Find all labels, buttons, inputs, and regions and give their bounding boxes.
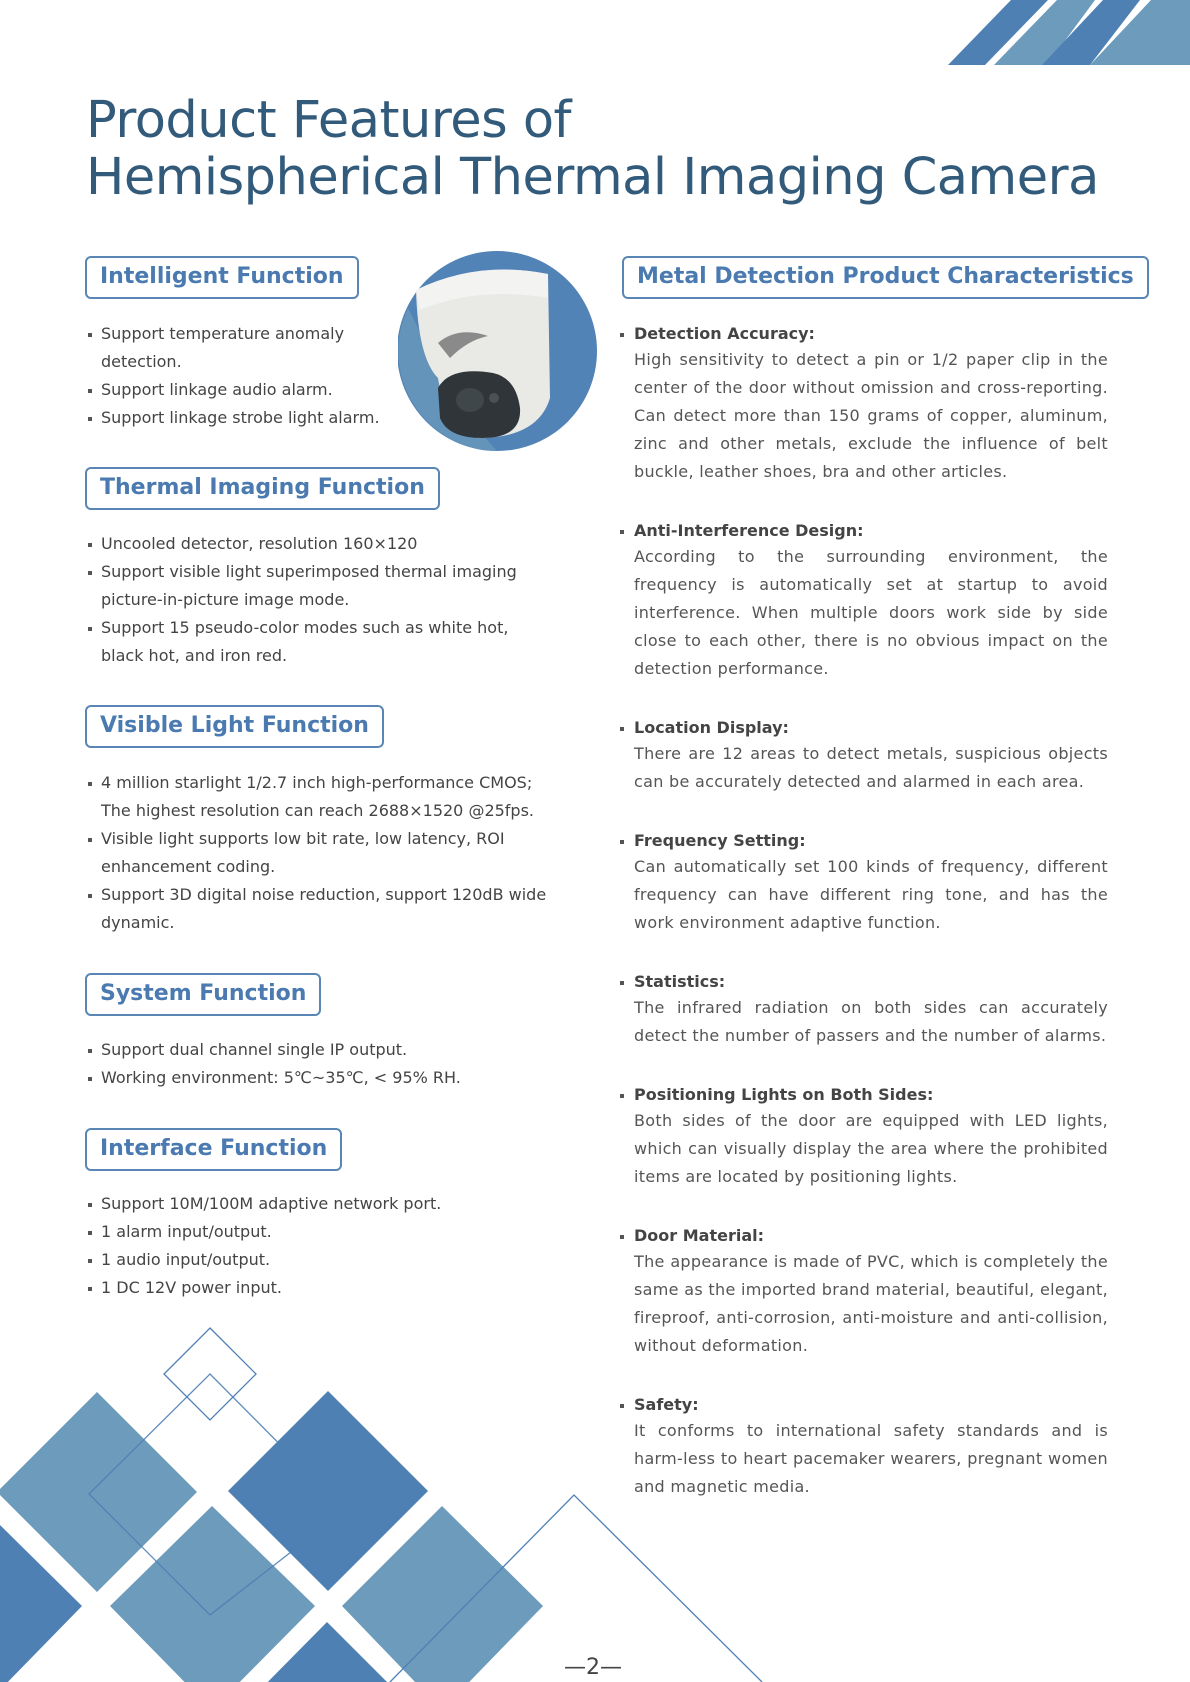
characteristic-item [618, 1393, 1108, 1501]
list-item: Support 10M/100M adaptive network port. [86, 1190, 556, 1218]
characteristic-label: Frequency Setting: [618, 829, 1108, 853]
characteristic-label: Statistics: [618, 970, 1108, 994]
product-camera-image [398, 248, 598, 454]
interface-function-list [86, 1190, 556, 1302]
list-item: Support linkage strobe light alarm. [86, 404, 396, 432]
characteristic-label: Safety: [618, 1393, 1108, 1417]
characteristic-item [618, 716, 1108, 796]
section-heading-interface-function: Interface Function [85, 1128, 342, 1171]
title-line-2: Hemispherical Thermal Imaging Camera [86, 148, 1099, 207]
characteristic-item [618, 829, 1108, 937]
page-title [86, 92, 1099, 206]
list-item: Support 3D digital noise reduction, support 120dB wide dynamic. [86, 881, 556, 937]
characteristic-text: The appearance is made of PVC, which is completely the same as the imported brand material, beautiful, elegant, fireproof, anti-corrosion, anti-moisture and anti-collision, without deformation. [634, 1252, 1108, 1355]
characteristic-label: Anti-Interference Design: [618, 519, 1108, 543]
characteristic-label: Detection Accuracy: [618, 322, 1108, 346]
list-item: 1 alarm input/output. [86, 1218, 556, 1246]
thermal-imaging-function-list [86, 530, 546, 670]
list-item: Support linkage audio alarm. [86, 376, 396, 404]
characteristic-text: According to the surrounding environment, the frequency is automatically set at startup to avoid interference. When multiple doors work side by side close to each other, there is no obvious impact on the detection performance. [634, 547, 1108, 678]
list-item: Uncooled detector, resolution 160×120 [86, 530, 546, 558]
top-right-stripes [948, 0, 1190, 65]
list-item: 4 million starlight 1/2.7 inch high-performance CMOS; The highest resolution can reach 2688×1520 @25fps. [86, 769, 556, 825]
page-number: —2— [564, 1655, 622, 1680]
list-item: Visible light supports low bit rate, low latency, ROI enhancement coding. [86, 825, 556, 881]
list-item: 1 DC 12V power input. [86, 1274, 556, 1302]
characteristic-text: Both sides of the door are equipped with LED lights, which can visually display the area where the prohibited items are located by positioning lights. [634, 1111, 1108, 1186]
characteristic-item [618, 970, 1108, 1050]
list-item: Support visible light superimposed thermal imaging picture-in-picture image mode. [86, 558, 546, 614]
characteristic-item [618, 1083, 1108, 1191]
list-item: Support dual channel single IP output. [86, 1036, 556, 1064]
characteristic-item [618, 1224, 1108, 1360]
section-heading-system-function: System Function [85, 973, 321, 1016]
system-function-list [86, 1036, 556, 1092]
list-item: Support 15 pseudo-color modes such as white hot, black hot, and iron red. [86, 614, 546, 670]
list-item: 1 audio input/output. [86, 1246, 556, 1274]
characteristic-label: Positioning Lights on Both Sides: [618, 1083, 1108, 1107]
characteristic-label: Door Material: [618, 1224, 1108, 1248]
characteristic-text: There are 12 areas to detect metals, suspicious objects can be accurately detected and alarmed in each area. [634, 744, 1108, 791]
characteristic-text: The infrared radiation on both sides can accurately detect the number of passers and the number of alarms. [634, 998, 1108, 1045]
visible-light-function-list [86, 769, 556, 937]
list-item: Support temperature anomaly detection. [86, 320, 396, 376]
characteristic-item [618, 322, 1108, 486]
list-item: Working environment: 5℃~35℃, < 95% RH. [86, 1064, 556, 1092]
characteristic-text: It conforms to international safety standards and is harm-less to heart pacemaker wearers, pregnant women and magnetic media. [634, 1421, 1108, 1496]
section-heading-visible-light-function: Visible Light Function [85, 705, 384, 748]
section-heading-thermal-imaging-function: Thermal Imaging Function [85, 467, 440, 510]
intelligent-function-list [86, 320, 396, 432]
title-line-1: Product Features of [86, 91, 572, 150]
characteristic-label: Location Display: [618, 716, 1108, 740]
metal-detection-characteristics-list [618, 322, 1108, 1534]
characteristic-item [618, 519, 1108, 683]
section-heading-metal-detection: Metal Detection Product Characteristics [622, 256, 1149, 299]
section-heading-intelligent-function: Intelligent Function [85, 256, 359, 299]
characteristic-text: Can automatically set 100 kinds of frequency, different frequency can have different ring tone, and has the work environment adaptive function. [634, 857, 1108, 932]
characteristic-text: High sensitivity to detect a pin or 1/2 paper clip in the center of the door without omission and cross-reporting. Can detect more than 150 grams of copper, aluminum, zinc and other metals, exclude the influence of belt buckle, leather shoes, bra and other articles. [634, 350, 1108, 481]
